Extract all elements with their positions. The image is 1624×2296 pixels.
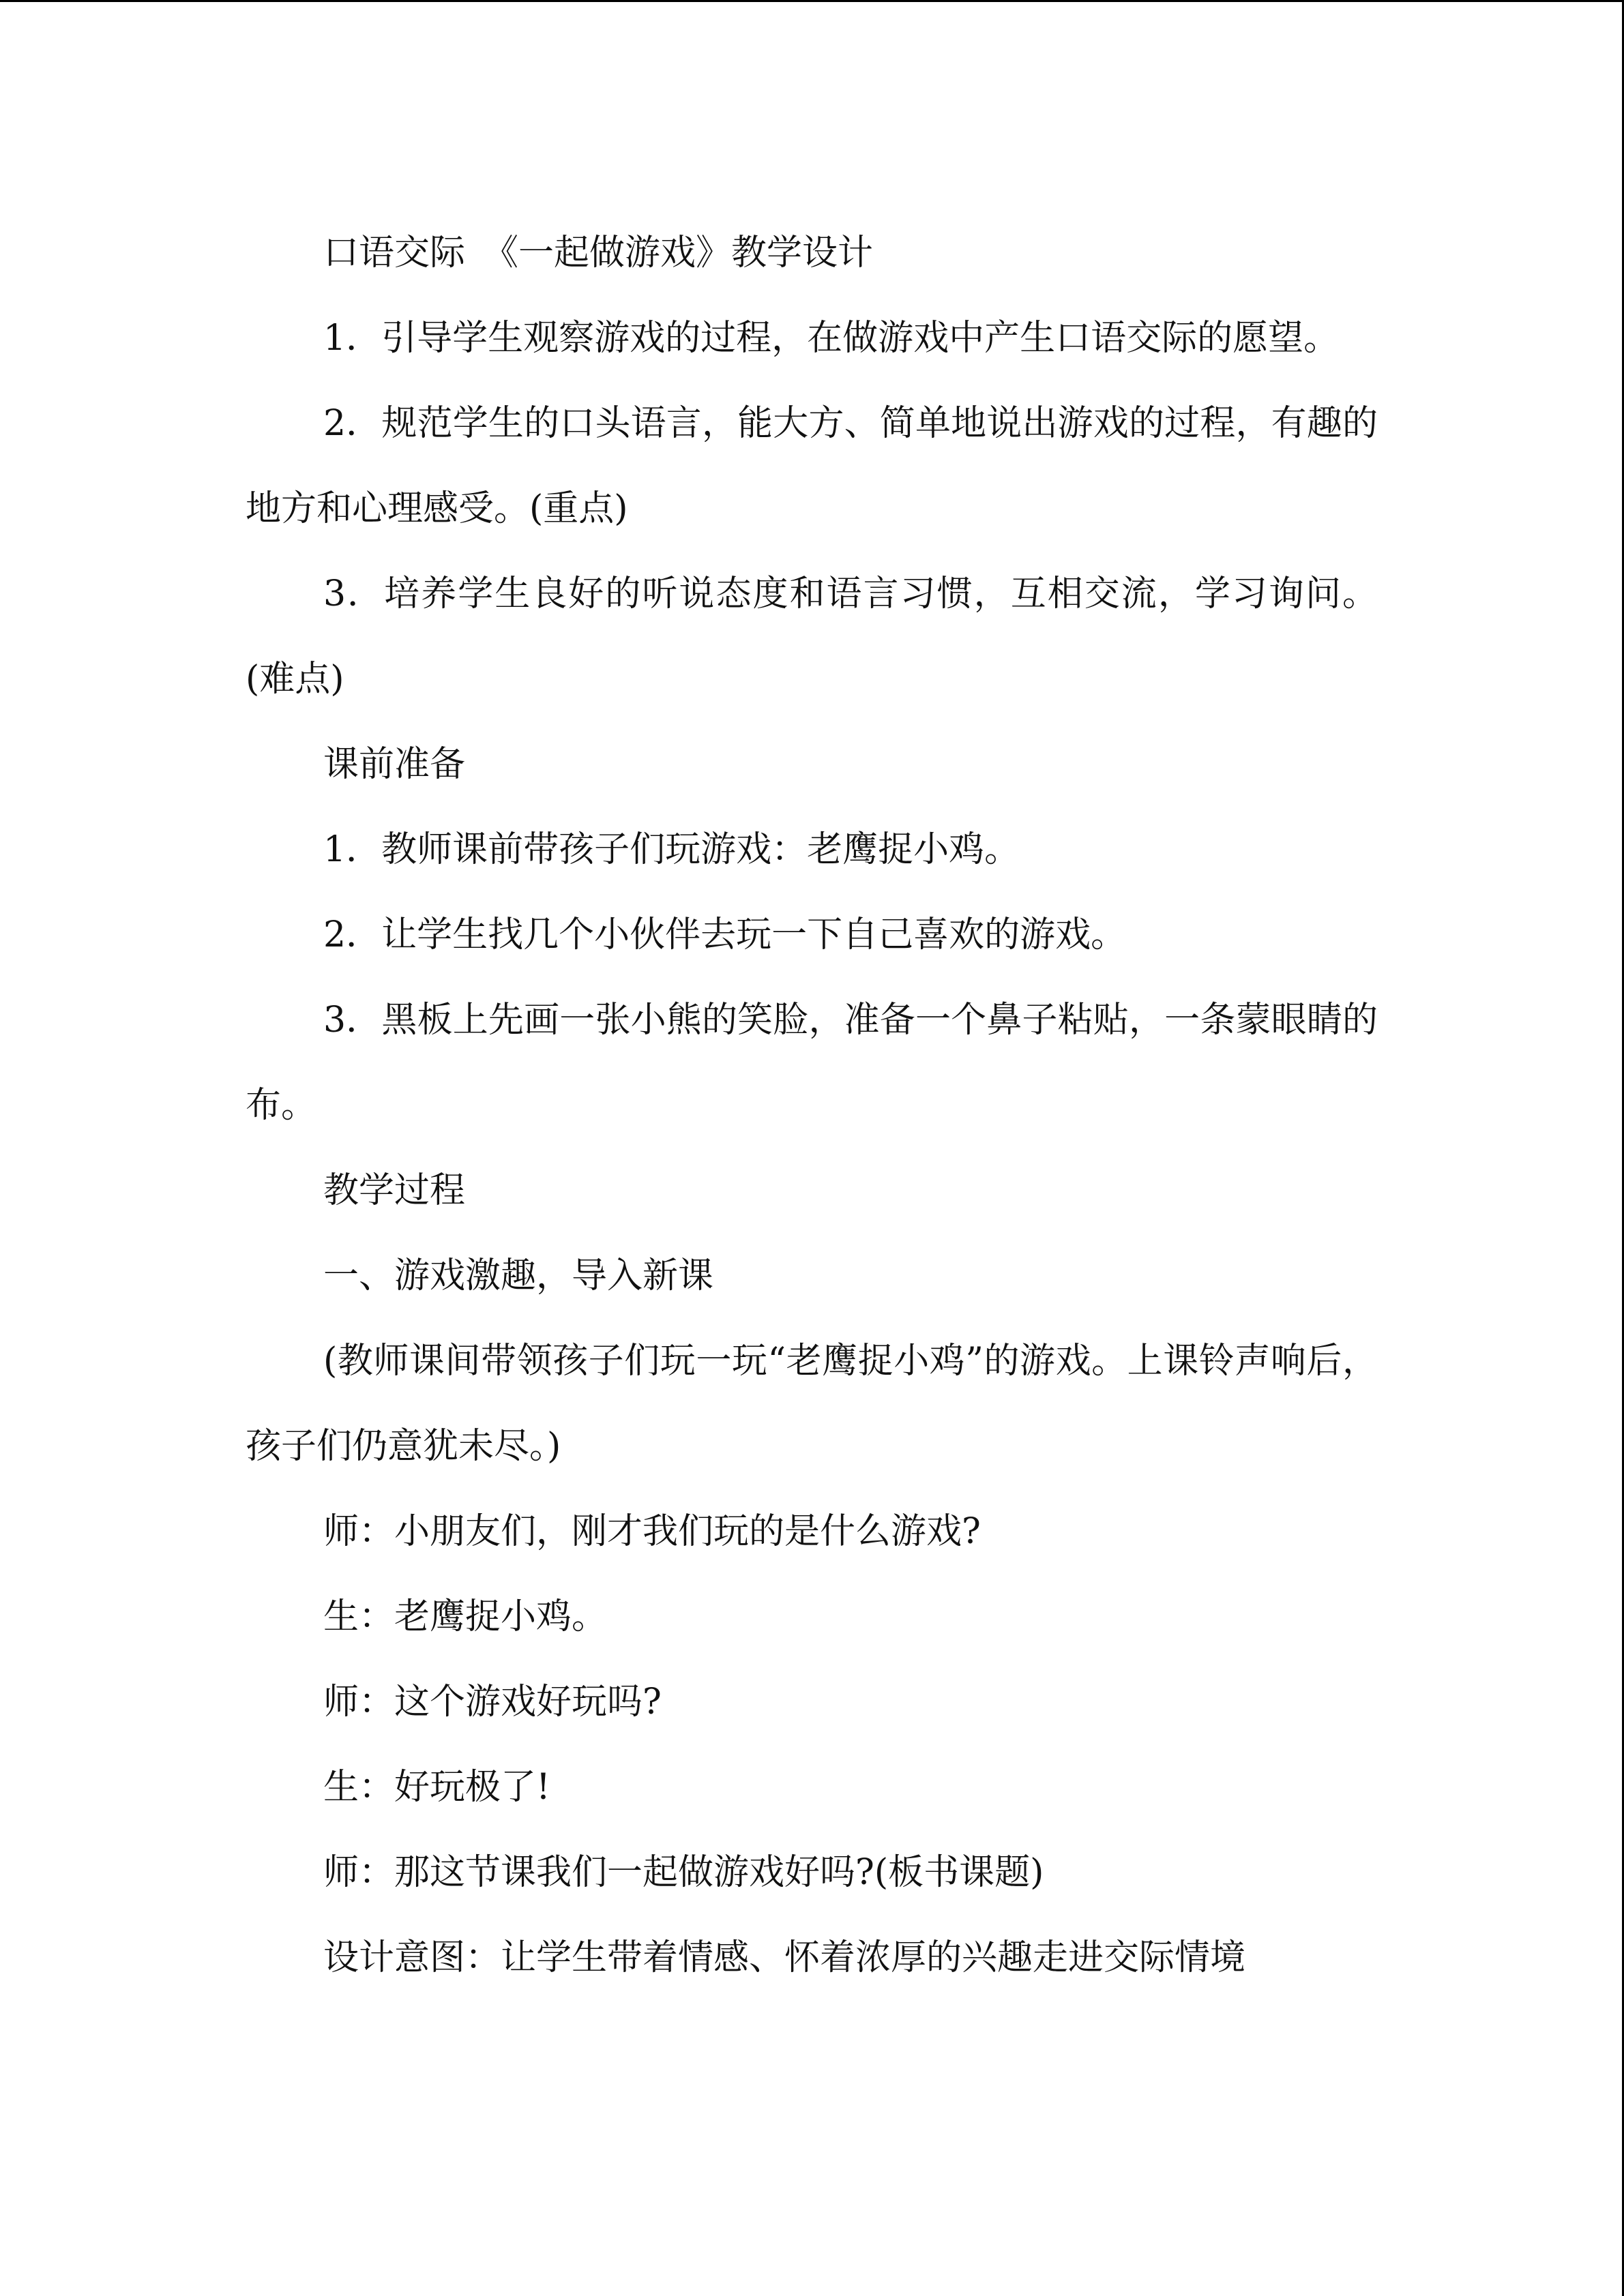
- objective-paragraph-3: 3．培养学生良好的听说态度和语言习惯，互相交流，学习询问。(难点): [246, 573, 1378, 700]
- design-intent-paragraph: 设计意图：让学生带着情感、怀着浓厚的兴趣走进交际情境: [323, 1937, 1246, 1978]
- preparation-item-1: 1．教师课前带孩子们玩游戏：老鹰捉小鸡。: [323, 829, 1020, 870]
- objective-paragraph-2: 2．规范学生的口头语言，能大方、简单地说出游戏的过程，有趣的地方和心理感受。(重点): [246, 403, 1378, 529]
- dialogue-line: 师：这个游戏好玩吗?: [323, 1682, 662, 1723]
- preparation-item-2: 2．让学生找几个小伙伴去玩一下自己喜欢的游戏。: [323, 914, 1127, 955]
- section-heading-preparation: 课前准备: [323, 744, 466, 785]
- subsection-heading-intro: 一、游戏激趣，导入新课: [323, 1255, 714, 1296]
- stage-direction-paragraph: (教师课间带领孩子们玩一玩“老鹰捉小鸡”的游戏。上课铃声响后，孩子们仍意犹未尽。): [246, 1341, 1378, 1467]
- document-body: [246, 211, 1378, 2001]
- dialogue-line: 师：小朋友们，刚才我们玩的是什么游戏?: [323, 1511, 981, 1552]
- document-title: 口语交际 《一起做游戏》教学设计: [323, 233, 874, 273]
- dialogue-line: 师：那这节课我们一起做游戏好吗?(板书课题): [323, 1852, 1044, 1893]
- dialogue-line: 生：老鹰捉小鸡。: [323, 1596, 608, 1637]
- preparation-item-3: 3．黑板上先画一张小熊的笑脸，准备一个鼻子粘贴，一条蒙眼睛的布。: [246, 1000, 1378, 1126]
- section-heading-process: 教学过程: [323, 1170, 466, 1211]
- dialogue-line: 生：好玩极了!: [323, 1767, 550, 1808]
- objective-paragraph-1: 1．引导学生观察游戏的过程，在做游戏中产生口语交际的愿望。: [323, 318, 1340, 359]
